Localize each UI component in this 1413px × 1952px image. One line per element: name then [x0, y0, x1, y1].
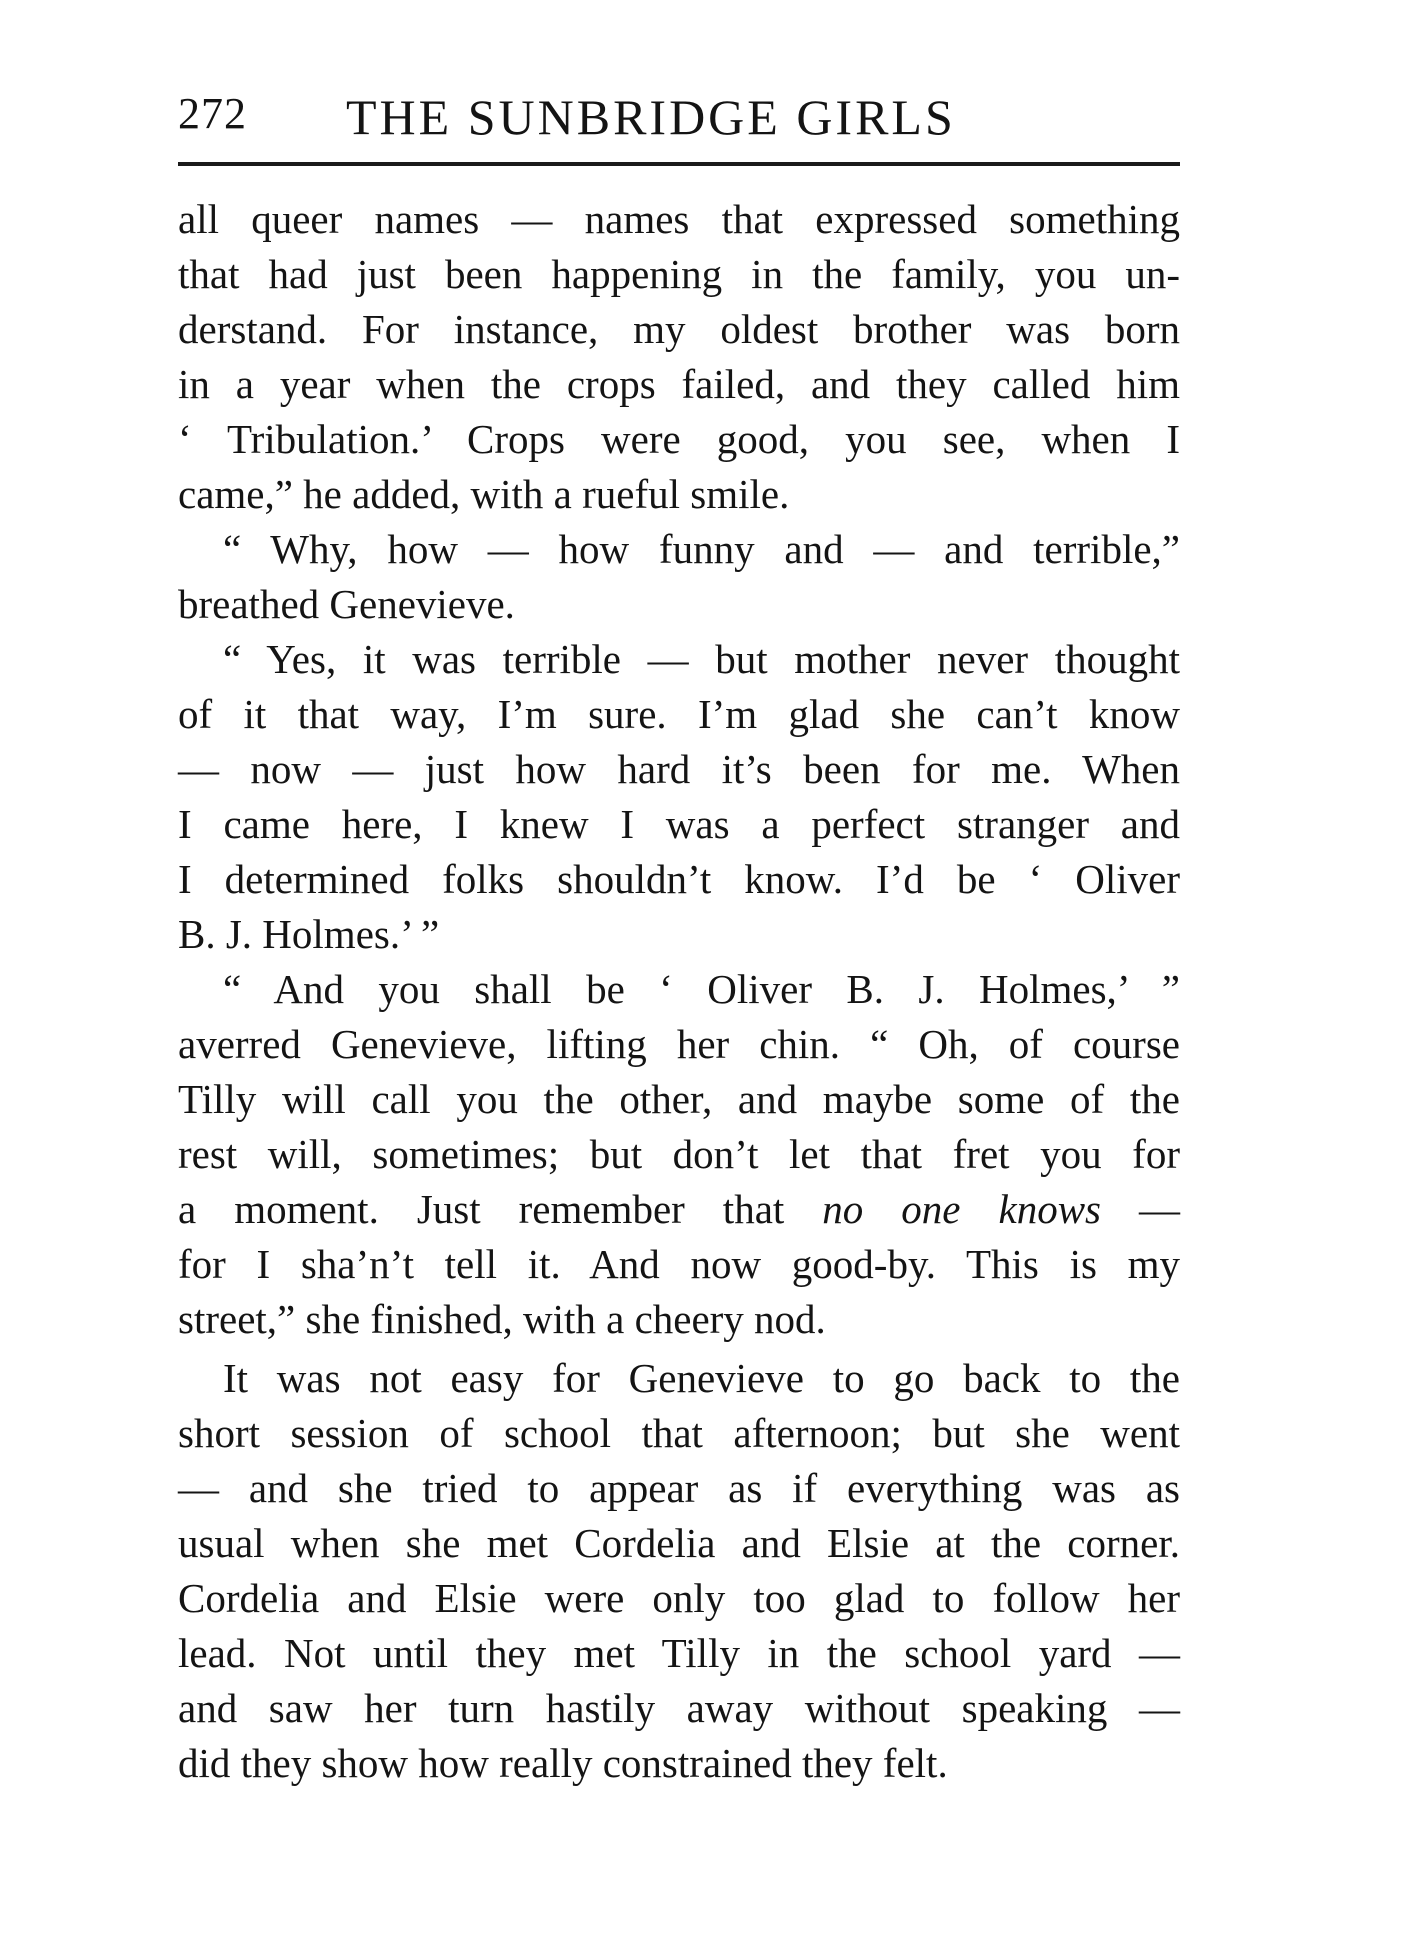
text-line: Cordelia and Elsie were only too glad to follow her	[178, 1575, 1180, 1621]
text-line: street,” she finished, with a cheery nod.	[178, 1296, 826, 1342]
italic-emphasis: no one knows	[822, 1186, 1101, 1232]
text-line: came,” he added, with a rueful smile.	[178, 471, 790, 517]
text-line: rest will, sometimes; but don’t let that fret you for	[178, 1131, 1180, 1177]
text-line: It was not easy for Genevieve to go back to the	[223, 1355, 1180, 1401]
line-text: a moment. Just remember that	[178, 1186, 785, 1232]
paragraph	[178, 1351, 1180, 1791]
page-header	[178, 88, 1180, 148]
text-line: usual when she met Cordelia and Elsie at the corner.	[178, 1520, 1180, 1566]
page-number: 272	[178, 89, 247, 138]
page-body	[178, 192, 1180, 1791]
paragraph	[178, 632, 1180, 962]
text-line: that had just been happening in the family, you un-	[178, 251, 1180, 297]
text-line: in a year when the crops failed, and they called him	[178, 361, 1180, 407]
text-line: lead. Not until they met Tilly in the school yard —	[178, 1630, 1180, 1676]
text-line: averred Genevieve, lifting her chin. “ Oh, of course	[178, 1021, 1180, 1067]
header-rule	[178, 162, 1180, 166]
paragraph	[178, 962, 1180, 1347]
text-line: — and she tried to appear as if everything was as	[178, 1465, 1180, 1511]
text-line	[178, 1182, 1180, 1237]
text-line: breathed Genevieve.	[178, 581, 515, 627]
text-line: I came here, I knew I was a perfect stranger and	[178, 801, 1180, 847]
paragraph	[178, 192, 1180, 522]
text-line: derstand. For instance, my oldest brother was born	[178, 306, 1180, 352]
running-title: THE SUNBRIDGE GIRLS	[346, 89, 956, 145]
text-line: I determined folks shouldn’t know. I’d be ‘ Oliver	[178, 856, 1180, 902]
text-line: of it that way, I’m sure. I’m glad she can’t know	[178, 691, 1180, 737]
text-line: ‘ Tribulation.’ Crops were good, you see, when I	[178, 416, 1180, 462]
text-line: short session of school that afternoon; but she went	[178, 1410, 1180, 1456]
text-line: — now — just how hard it’s been for me. When	[178, 746, 1180, 792]
text-line: “ Why, how — how funny and — and terrible,”	[223, 526, 1180, 572]
text-line: did they show how really constrained they felt.	[178, 1740, 948, 1786]
paragraph	[178, 522, 1180, 632]
line-text: —	[1101, 1186, 1180, 1232]
text-line: “ And you shall be ‘ Oliver B. J. Holmes,’ ”	[223, 966, 1180, 1012]
text-line: Tilly will call you the other, and maybe some of the	[178, 1076, 1180, 1122]
text-line: “ Yes, it was terrible — but mother never thought	[223, 636, 1180, 682]
text-line: B. J. Holmes.’ ”	[178, 911, 440, 957]
text-line: and saw her turn hastily away without speaking —	[178, 1685, 1180, 1731]
text-line: for I sha’n’t tell it. And now good-by. This is my	[178, 1241, 1180, 1287]
text-line: all queer names — names that expressed something	[178, 196, 1180, 242]
